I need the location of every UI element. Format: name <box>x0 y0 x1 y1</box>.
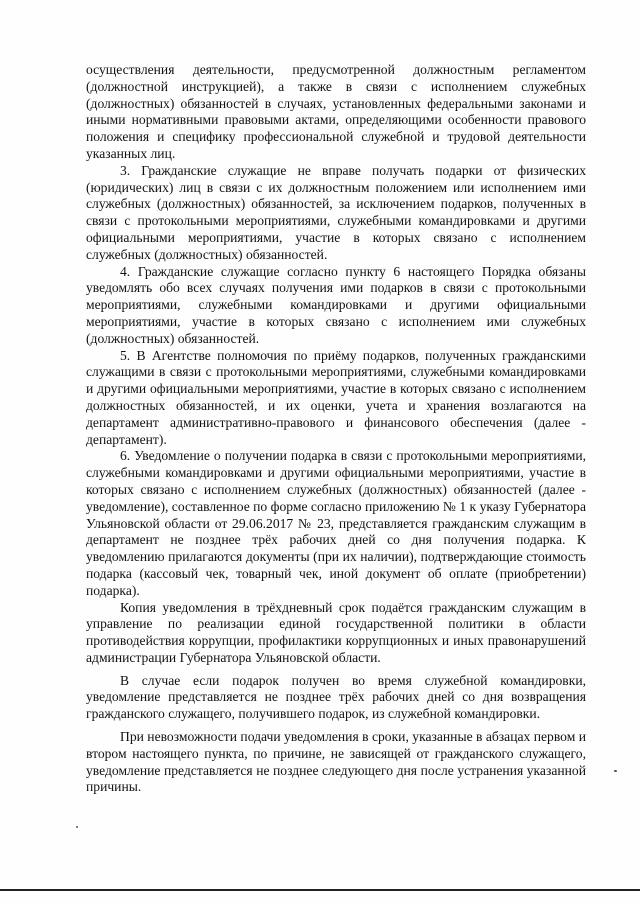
page-bottom-rule <box>0 889 640 891</box>
document-body <box>86 62 586 796</box>
paragraph-clause-6-business-trip: В случае если подарок получен во время служебной командировки, уведомление представляется не позднее трёх рабочих дней со дня возвращения гражданского служащего, получившего подарок, из служебной командировки. <box>86 672 586 722</box>
paragraph-clause-6: 6. Уведомление о получении подарка в связи с протокольными мероприятиями, служебными командировками и другими официальными мероприятиями, участие в которых связано с исполнением служебных (должностных) обязанностей (далее - уведомление), составленное по форме согласно приложению № 1 к указу Губернатора Ульяновской области от 29.06.2017 № 23, представляется гражданским служащим в департамент не позднее трёх рабочих дней со дня получения подарка. К уведомлению прилагаются документы (при их наличии), подтверждающие стоимость подарка (кассовый чек, товарный чек, иной документ об оплате (приобретении) подарка). <box>86 448 586 598</box>
paragraph-clause-3: 3. Гражданские служащие не вправе получать подарки от физических (юридических) лиц в связи с их должностным положением или исполнением ими служебных (должностных) обязанностей, за исключением подарков, полученных в связи с протокольными мероприятиями, служебными командировками и другими официальными мероприятиями, участие в которых связано с исполнением служебных (должностных) обязанностей. <box>86 162 586 262</box>
paragraph-1: осуществления деятельности, предусмотренной должностным регламентом (должностной инструкцией), а также в связи с исполнением служебных (должностных) обязанностей в случаях, установленных федеральными законами и иными нормативными правовыми актами, определяющими особенности правового положения и специфику профессиональной служебной и трудовой деятельности указанных лиц. <box>86 62 586 161</box>
paragraph-clause-5: 5. В Агентстве полномочия по приёму подарков, полученных гражданскими служащими в связи с протокольными мероприятиями, служебными командировками и другими официальными мероприятиями, участие в которых связано с исполнением должностных обязанностей, и их оценки, учета и хранения возлагаются на департамент административно-правового и финансового обеспечения (далее - департамент). <box>86 347 586 447</box>
scan-speck <box>76 826 78 828</box>
scan-speck <box>614 770 617 772</box>
paragraph-clause-4: 4. Гражданские служащие согласно пункту 6 настоящего Порядка обязаны уведомлять обо всех случаях получения ими подарков в связи с протокольными мероприятиями, служебными командировками и другими официальными мероприятиями, участие в которых связано с исполнением ими служебных (должностных) обязанностей. <box>86 263 586 346</box>
paragraph-clause-6-copy: Копия уведомления в трёхдневный срок подаётся гражданским служащим в управление по реализации единой государственной политики в области противодействия коррупции, профилактики коррупционных и иных правонарушений администрации Губернатора Ульяновской области. <box>86 599 586 665</box>
paragraph-clause-6-impossibility: При невозможности подачи уведомления в сроки, указанные в абзацах первом и втором настоящего пункта, по причине, не зависящей от гражданского служащего, уведомление представляется не позднее следующего дня после устранения указанной причины. <box>86 729 586 795</box>
